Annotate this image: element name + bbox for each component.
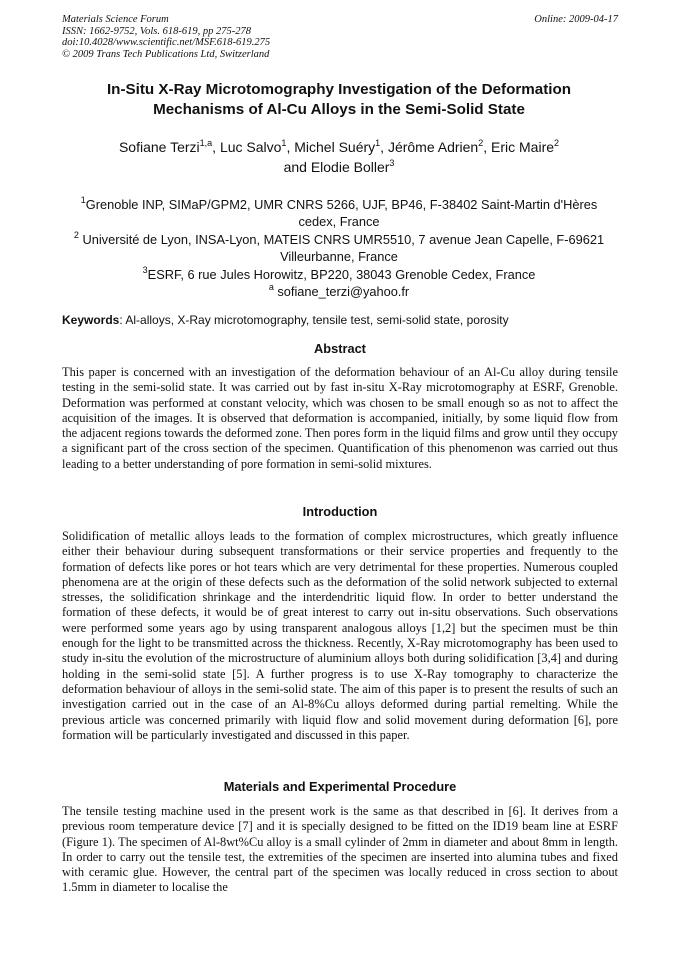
journal-copyright: © 2009 Trans Tech Publications Ltd, Switzerland [62,48,270,60]
online-date: Online: 2009-04-17 [534,14,618,25]
journal-header [62,14,618,60]
keywords-text: : Al-alloys, X-Ray microtomography, tensile test, semi-solid state, porosity [119,313,509,327]
author-email: $^a$ sofiane_terzi@yahoo.fr [268,282,410,300]
affiliation-2: $^2$ Université de Lyon, INSA-Lyon, MATEIS CNRS UMR5510, 7 avenue Jean Capelle, F-69621 Villeurbanne, France [73,229,605,265]
affiliations [62,196,616,300]
title-line-2: Mechanisms of Al-Cu Alloys in the Semi-Solid State [153,101,525,118]
affiliation-1: $^1$Grenoble INP, SIMaP/GPM2, UMR CNRS 5266, UJF, BP46, F-38402 Saint-Martin d'Hères cedex, France [80,195,598,230]
author-affil-sup: 1 [375,138,381,148]
author-name: Michel Suéry [294,139,376,155]
title-line-1: In-Situ X-Ray Microtomography Investigation of the Deformation [106,81,572,98]
author-name: Jérôme Adrien [387,139,479,155]
materials-text: The tensile testing machine used in the present work is the same as that described in [6]. It derives from a previous room temperature device [7] and it is specially designed to be fitted on the ID19 beam line at ESRF (Figure 1). The specimen of Al-8wt%Cu alloy is a small cylinder of 2mm in diameter and about 8mm in length. In order to carry out the tensile test, the extremities of the specimen are inserted into alumina tubes and fixed with ceramic glue. However, the central part of the specimen was locally reduced in cross section to about 1.5mm in diameter to localise the [62,804,618,895]
journal-name: Materials Science Forum [62,14,169,25]
author-affil-sup: 3 [389,158,395,168]
author-conjunction: and [283,159,307,175]
affiliation-3: $^3$ESRF, 6 rue Jules Horowitz, BP220, 38043 Grenoble Cedex, France [142,264,536,282]
keywords [62,313,622,328]
author-affil-sup: 1 [281,138,287,148]
author-name: Luc Salvo [219,139,282,155]
materials-heading: Materials and Experimental Procedure [223,779,457,794]
author-affil-sup: 2 [554,138,560,148]
author-name: Sofiane Terzi [118,139,200,155]
journal-doi: doi:10.4028/www.scientific.net/MSF.618-619.275 [62,37,271,49]
introduction-heading: Introduction [302,504,378,519]
author-affil-sup: 1,a [199,138,213,148]
author-name: Eric Maire [491,139,555,155]
author-affil-sup: 2 [478,138,484,148]
introduction-text: Solidification of metallic alloys leads to the formation of complex microstructures, which greatly influence either their behaviour during subsequent transformations or their service properties and frequently to the formation of defects like pores or hot tears which are very detrimental for these properties. Numerous coupled phenomena are at the origin of these defects such as the deformation of the solid network subjected to external stresses, the solidification shrinkage and the interdendritic liquid flow. In order to better understand the formation of these defects, it would be of great interest to carry out in-situ observations. Such observations were performed some years ago by using transparent analogous alloys [1,2] but the specimen must be thin enough for the light to be transmitted across the thickness. Recently, X-Ray microtomography has been used to study in-situ the evolution of the microstructure of aluminium alloys both during solidification [3,4] and during holding in the semi-solid state [5]. A further progress is to use X-Ray tomography to characterize the deformation behaviour of alloys in the semi-solid state. The aim of this paper is to present the results of such an investigation carried out in the case of an Al-8%Cu alloys deformed during partial remelting. While the previous article was concerned primarily with liquid flow and solid movement during deformation [6], pore formation will be particularly investigated and discussed in this paper. [62,529,618,742]
journal-issn: ISSN: 1662-9752, Vols. 618-619, pp 275-278 [62,25,251,37]
paper-title [62,80,616,120]
keywords-label: Keywords [62,313,120,327]
author-name: Elodie Boller [310,159,390,175]
abstract-text: This paper is concerned with an investigation of the deformation behaviour of an Al-Cu alloy during tensile testing in the semi-solid state. It was carried out by fast in-situ X-Ray microtomography at ESRF, Grenoble. Deformation was performed at constant velocity, which was chosen to be small enough so as not to affect the acquisition of the images. It is observed that deformation is accompanied, initially, by some liquid flow from the adjacent regions towards the deformed zone. Then pores form in the liquid films and grow until they occupy a significant part of the cross section of the specimen. Quantification of this phenomenon was carried out thus leading to a better understanding of pore formation in semi-solid mixtures. [62,365,618,471]
abstract-heading: Abstract [314,341,366,356]
author-list: Sofiane Terzi$^{1,a}$, Luc Salvo$^1$, Michel Suéry$^1$, Jérôme Adrien$^2$, Eric Maire$^2$ and Elodie Boller$^3$ [118,138,560,175]
